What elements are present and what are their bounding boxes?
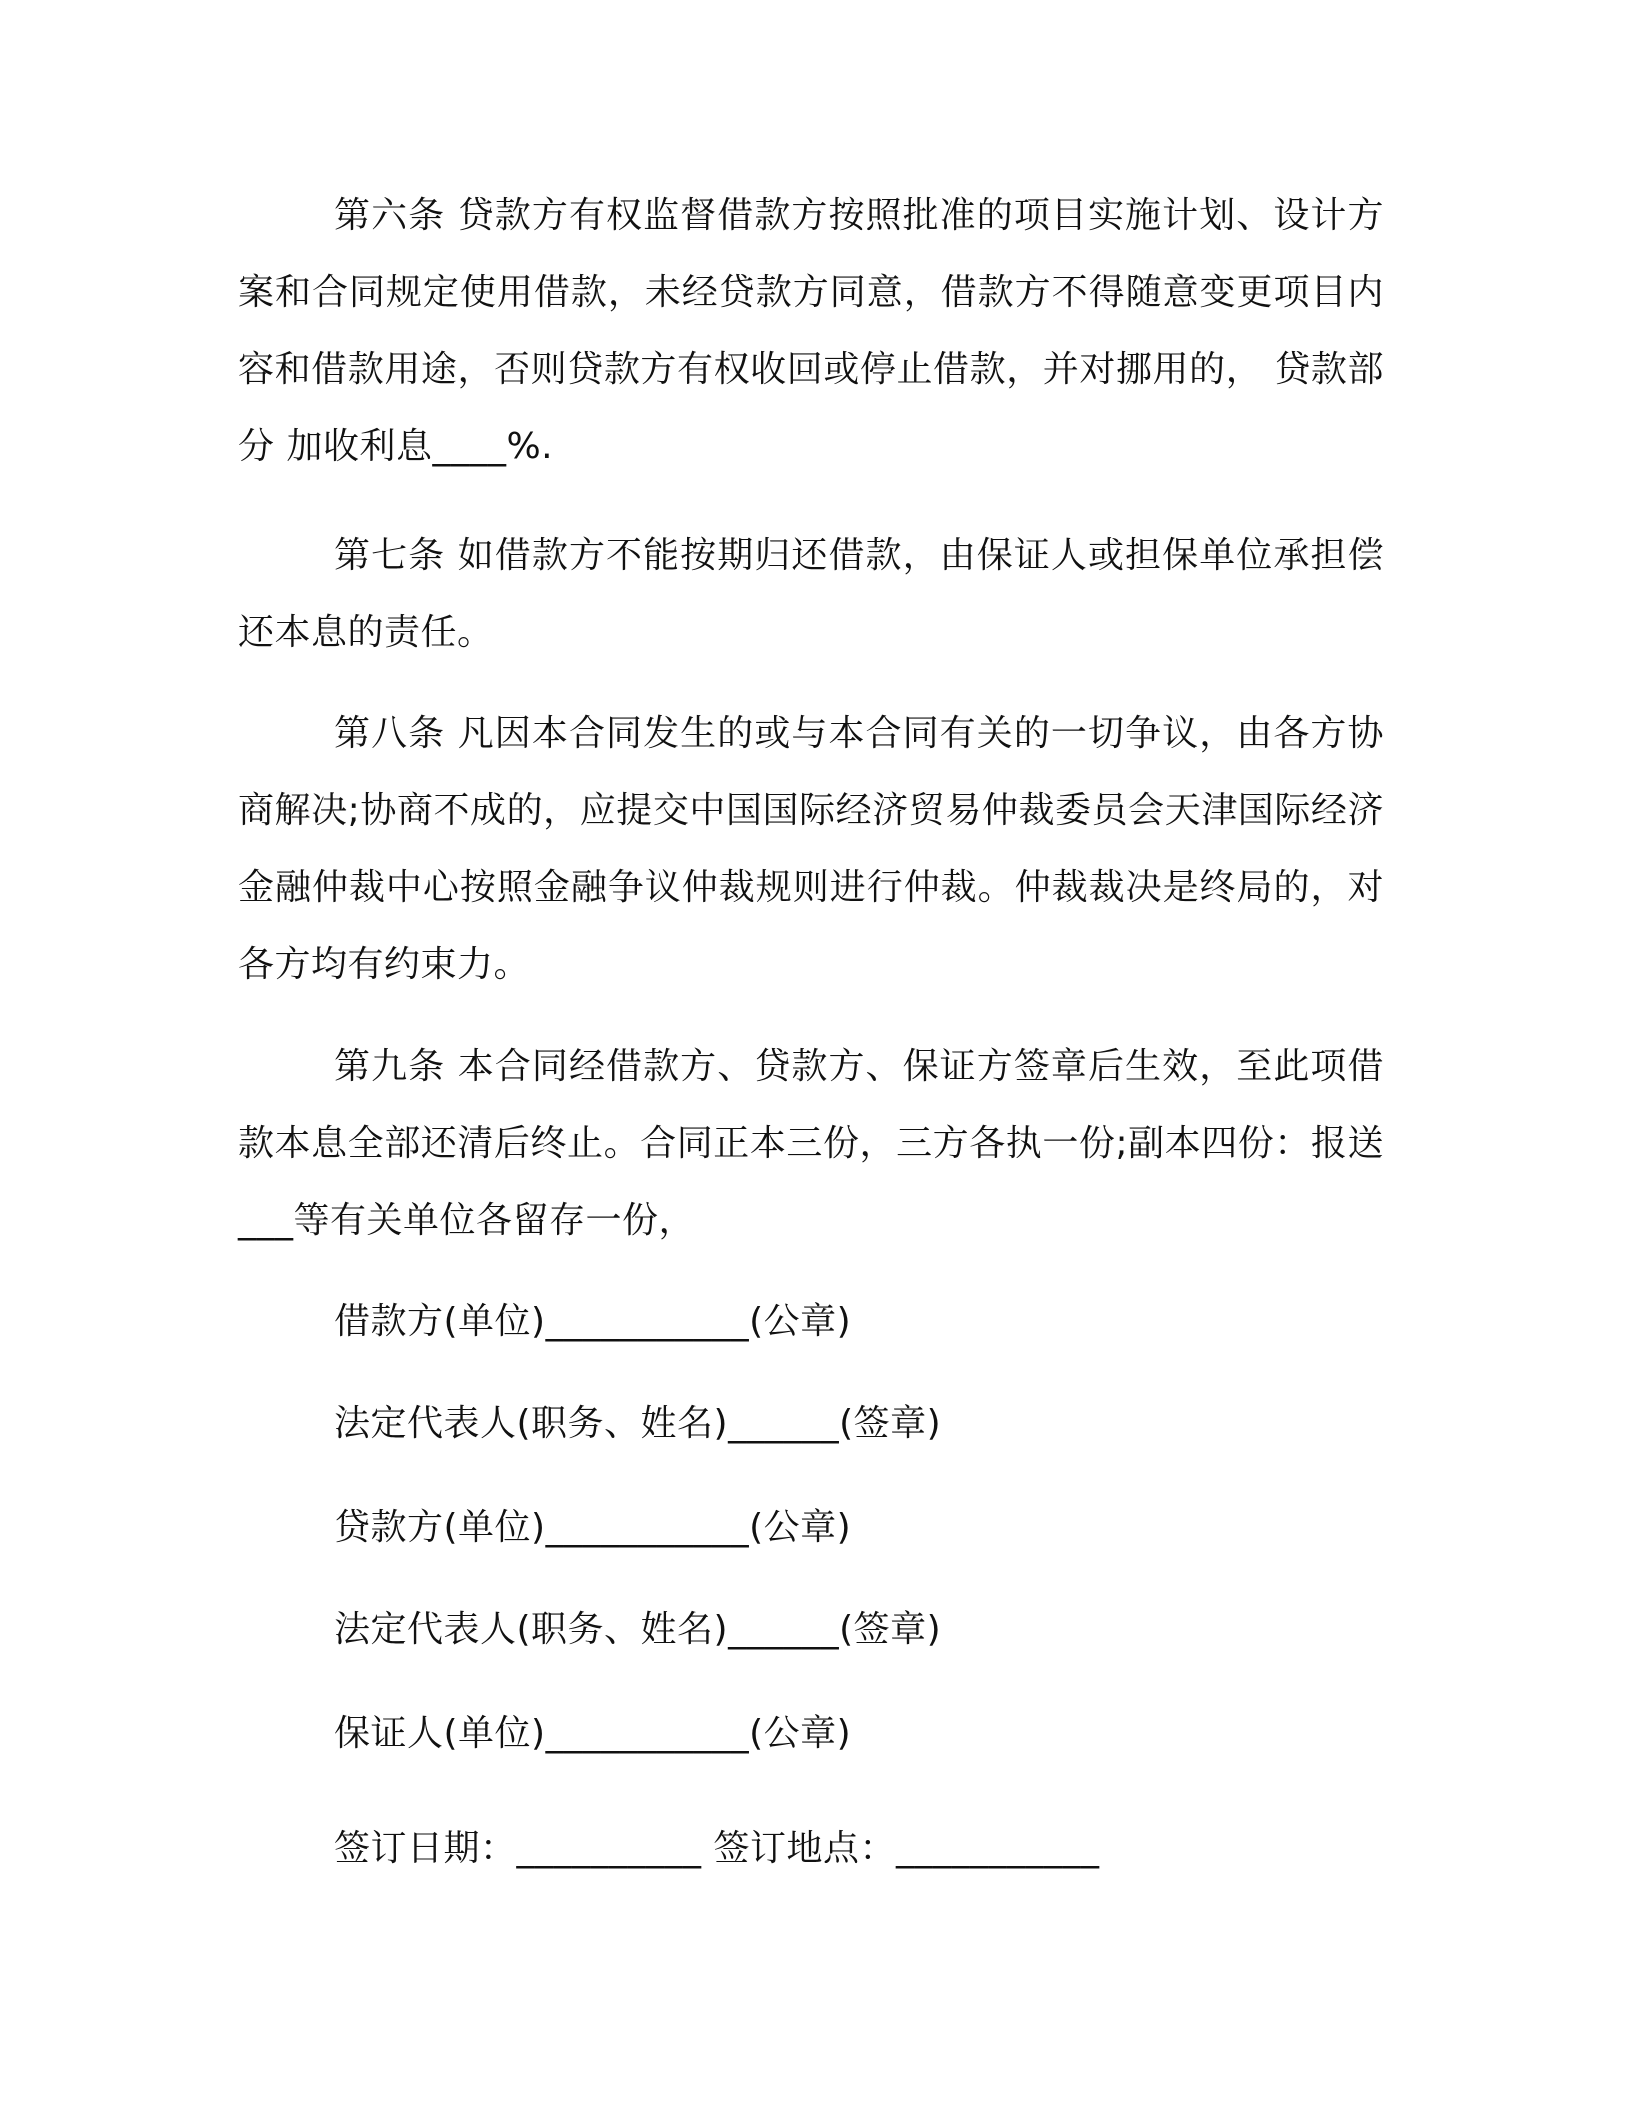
lender-unit-line: 贷款方(单位)___________(公章) xyxy=(334,1507,852,1548)
signing-date-place-line: 签订日期：__________ 签订地点：___________ xyxy=(334,1828,1100,1869)
article-7: 第七条 如借款方不能按期归还借款，由保证人或担保单位承担偿还本息的责任。 xyxy=(238,535,1384,653)
article-6: 第六条 贷款方有权监督借款方按照批准的项目实施计划、设计方案和合同规定使用借款，未经贷款方同意，借款方不得随意变更项目内容和借款用途，否则贷款方有权收回或停止借款，并对挪用的， 贷款部分 加收利息____%. xyxy=(238,195,1384,467)
article-8: 第八条 凡因本合同发生的或与本合同有关的一切争议，由各方协商解决;协商不成的，应提交中国国际经济贸易仲裁委员会天津国际经济金融仲裁中心按照金融争议仲裁规则进行仲裁。仲裁裁决是终局的，对各方均有约束力。 xyxy=(238,713,1384,985)
borrower-representative-line: 法定代表人(职务、姓名)______(签章) xyxy=(334,1403,942,1444)
guarantor-unit-line: 保证人(单位)___________(公章) xyxy=(334,1713,852,1754)
borrower-unit-line: 借款方(单位)___________(公章) xyxy=(334,1301,852,1342)
lender-representative-line: 法定代表人(职务、姓名)______(签章) xyxy=(334,1609,942,1650)
article-9: 第九条 本合同经借款方、贷款方、保证方签章后生效，至此项借款本息全部还清后终止。合同正本三份，三方各执一份;副本四份：报送___等有关单位各留存一份， xyxy=(238,1046,1384,1241)
